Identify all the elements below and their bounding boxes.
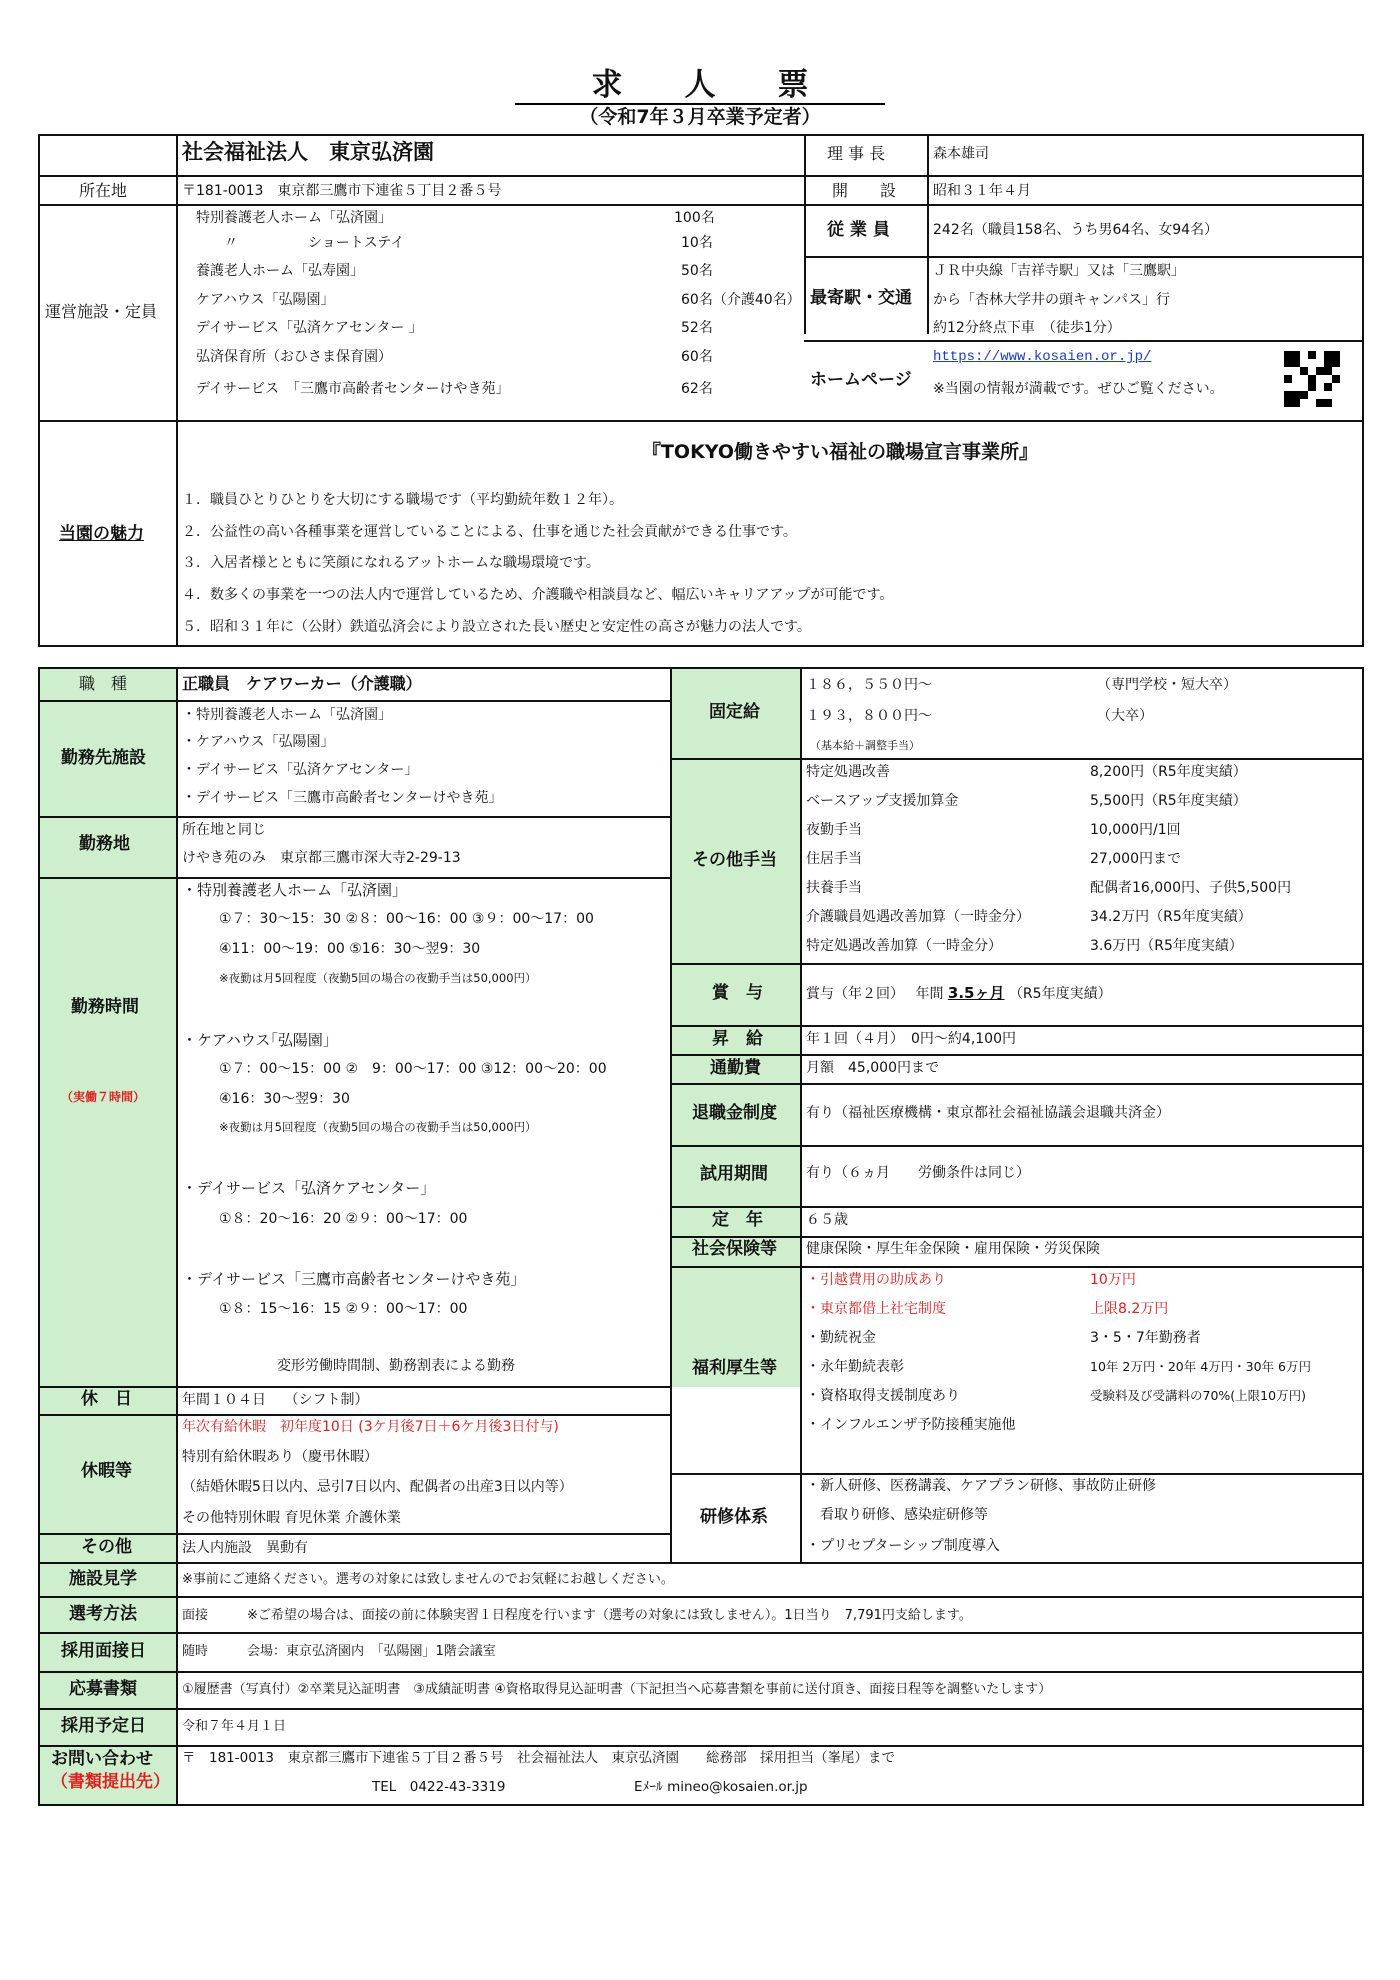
training-label: 研修体系 [700, 1507, 768, 1527]
visit-label: 施設見学 [69, 1569, 137, 1589]
fixed-pay-breakdown: （基本給＋調整手当） [810, 739, 920, 752]
chairman-value: 森本雄司 [933, 146, 989, 162]
trial-value: 有り（６ヵ月 労働条件は同じ） [806, 1165, 1030, 1181]
welfare-item: ・勤続祝金 [806, 1330, 876, 1346]
hours-line: ④16：30～翌9：30 [219, 1091, 350, 1107]
access-label: 最寄駅・交通 [810, 288, 912, 308]
allowance-value: 27,000円まで [1090, 851, 1181, 867]
date-label: 採用予定日 [61, 1716, 146, 1736]
allowance-value: 8,200円（R5年度実績） [1090, 764, 1247, 780]
facility-capacity: 10名 [681, 235, 713, 251]
training-line: ・新人研修、医務講義、ケアプラン研修、事故防止研修 [806, 1478, 1156, 1494]
welfare-value: 上限8.2万円 [1090, 1301, 1169, 1317]
fixed-pay-note: （専門学校・短大卒） [1097, 677, 1237, 693]
docs-value: ①履歴書（写真付）②卒業見込証明書 ③成績証明書 ④資格取得見込証明書（下記担当へ応募書類を事前に送付頂き、面接日程等を調整いたします） [182, 1682, 1052, 1697]
appeal-item: １．職員ひとりひとりを大切にする職場です（平均勤続年数１２年）。 [182, 492, 623, 508]
bonus-suffix: （R5年度実績） [1008, 986, 1112, 1002]
contact-tel: TEL 0422-43-3319 [372, 1779, 506, 1795]
address-value: 〒181-0013 東京都三鷹市下連雀５丁目２番５号 [182, 183, 502, 199]
facility-name: デイサービス「弘済ケアセンター 」 [196, 320, 423, 336]
access-line: 約12分終点下車 （徒歩1分） [933, 320, 1121, 336]
visit-value: ※事前にご連絡ください。選考の対象には致しませんのでお気軽にお越しください。 [182, 1572, 674, 1587]
appeal-label: 当園の魅力 [59, 524, 144, 544]
insurance-value: 健康保険・厚生年金保険・雇用保険・労災保険 [806, 1241, 1100, 1257]
job-type-label: 職 種 [79, 674, 128, 693]
facility-capacity: 62名 [681, 381, 713, 397]
contact-label: お問い合わせ [51, 1749, 153, 1769]
method-label: 選考方法 [69, 1604, 137, 1624]
welfare-item: ・永年勤続表彰 [806, 1359, 904, 1375]
site-item: ・デイサービス「三鷹市高齢者センターけやき苑」 [182, 790, 503, 806]
founded-value: 昭和３１年４月 [933, 183, 1031, 199]
welfare-value: 10年 2万円・20年 4万円・30年 6万円 [1090, 1359, 1311, 1374]
facility-name: 弘済保育所（おひさま保育園） [196, 349, 392, 365]
welfare-item: ・インフルエンザ予防接種実施他 [806, 1417, 1016, 1433]
docs-label: 応募書類 [69, 1679, 137, 1699]
allowance-name: 扶養手当 [806, 880, 862, 896]
age-value: ６５歳 [806, 1212, 848, 1228]
welfare-value: 10万円 [1090, 1272, 1136, 1288]
hours-note-line: ※夜勤は月5回程度（夜勤5回の場合の夜勤手当は50,000円） [219, 971, 537, 985]
page-subtitle: （令和7年３月卒業予定者） [579, 106, 821, 128]
contact-address: 〒 181-0013 東京都三鷹市下連雀５丁目２番５号 社会福祉法人 東京弘済園 総務部 採用担当（峯尾）まで [182, 1750, 895, 1766]
appeal-item: ５．昭和３１年に（公財）鉄道弘済会により設立された長い歴史と安定性の高さが魅力の法人です。 [182, 619, 811, 635]
fixed-pay-amount: １９３，８００円～ [806, 708, 932, 724]
hours-note-line: ※夜勤は月5回程度（夜勤5回の場合の夜勤手当は50,000円） [219, 1120, 537, 1134]
leave-line: その他特別休暇 育児休業 介護休業 [182, 1510, 401, 1526]
retire-value: 有り（福祉医療機構・東京都社会福祉協議会退職共済金） [806, 1105, 1170, 1121]
hours-line: ①８：15～16：15 ②９：00～17：00 [219, 1301, 468, 1317]
bonus-months: 3.5ヶ月 [947, 984, 1005, 1002]
holiday-value: 年間１０４日 （シフト制） [182, 1392, 369, 1408]
allowance-name: 住居手当 [806, 851, 862, 867]
facility-capacity: 60名（介護40名） [681, 292, 801, 308]
facility-name: 養護老人ホーム「弘寿園」 [196, 263, 364, 279]
job-type-value: 正職員 ケアワーカー（介護職） [182, 674, 422, 693]
title-underline [515, 103, 885, 105]
allowance-value: 配偶者16,000円、子供5,500円 [1090, 880, 1292, 896]
insurance-label: 社会保険等 [692, 1239, 777, 1259]
bonus-text [806, 986, 1112, 1001]
leave-line-paid: 年次有給休暇 初年度10日 (3ケ月後7日＋6ケ月後3日付与) [182, 1419, 559, 1435]
allowance-value: 3.6万円（R5年度実績） [1090, 938, 1243, 954]
staff-value: 242名（職員158名、うち男64名、女94名） [933, 222, 1219, 238]
hours-note: （実働７時間） [61, 1090, 146, 1104]
facility-capacity: 100名 [674, 210, 715, 226]
allowance-name: 夜勤手当 [806, 822, 862, 838]
hours-tokuyo-title: ・特別養護老人ホーム「弘済園」 [182, 881, 408, 899]
facility-capacity: 52名 [681, 320, 713, 336]
hours-day1-title: ・デイサービス「弘済ケアセンター」 [182, 1179, 436, 1197]
bonus-prefix: 賞与（年２回） 年間 [806, 986, 944, 1002]
training-line: ・プリセプターシップ制度導入 [806, 1538, 1000, 1554]
hours-day2-title: ・デイサービス「三鷹市高齢者センターけやき苑」 [182, 1270, 526, 1288]
raise-label: 昇 給 [712, 1029, 763, 1049]
allowance-name: 介護職員処遇改善加算（一時金分） [806, 909, 1030, 925]
contact-email-link[interactable]: Eﾒｰﾙ mineo@kosaien.or.jp [634, 1779, 808, 1795]
leave-line: （結婚休暇5日以内、忌引7日以内、配偶者の出産3日以内等） [182, 1479, 573, 1495]
place-line: けやき苑のみ 東京都三鷹市深大寺2-29-13 [182, 850, 461, 866]
facility-name: ケアハウス「弘陽園」 [196, 292, 335, 308]
interview-label: 採用面接日 [61, 1641, 146, 1661]
facility-capacity: 60名 [681, 349, 713, 365]
other-label: その他 [81, 1537, 132, 1557]
facility-name: デイサービス 「三鷹市高齢者センターけやき苑」 [196, 381, 510, 397]
facility-name: 特別養護老人ホーム「弘済園」 [196, 210, 392, 226]
bonus-label: 賞 与 [712, 983, 763, 1003]
sites-label: 勤務先施設 [61, 748, 146, 768]
method-value: 面接 ※ご希望の場合は、面接の前に体験実習１日程度を行います（選考の対象には致しません）。1日当り 7,791円支給します。 [182, 1608, 972, 1623]
holiday-label: 休 日 [81, 1389, 132, 1409]
homepage-note: ※当園の情報が満載です。ぜひご覧ください。 [933, 381, 1224, 397]
appeal-item: ３．入居者様とともに笑顔になれるアットホームな職場環境です。 [182, 555, 600, 571]
founded-label: 開 設 [832, 181, 897, 200]
hours-footer: 変形労働時間制、勤務割表による勤務 [277, 1358, 515, 1374]
facility-name: 〃 ショートステイ [196, 235, 405, 251]
appeal-item: ２．公益性の高い各種事業を運営していることによる、仕事を通じた社会貢献ができる仕事です。 [182, 524, 797, 540]
welfare-label: 福利厚生等 [692, 1358, 777, 1378]
site-item: ・デイサービス「弘済ケアセンター」 [182, 762, 419, 778]
allowance-name: 特定処遇改善加算（一時金分） [806, 938, 1002, 954]
hours-line: ①８：20～16：20 ②９：00～17：00 [219, 1211, 468, 1227]
contact-sublabel: （書類提出先） [51, 1772, 170, 1792]
address-label: 所在地 [79, 181, 128, 200]
allowance-value: 5,500円（R5年度実績） [1090, 793, 1247, 809]
homepage-label: ホームページ [810, 370, 912, 390]
hours-line: ①７：30～15：30 ②８：00～16：00 ③９：00～17：00 [219, 911, 594, 927]
welfare-item: ・東京都借上社宅制度 [806, 1301, 946, 1317]
hours-line: ④11：00～19：00 ⑤16：30～翌9：30 [219, 941, 481, 957]
retire-label: 退職金制度 [692, 1103, 777, 1123]
allowance-label: その他手当 [692, 850, 777, 870]
place-line: 所在地と同じ [182, 822, 266, 838]
commute-label: 通勤費 [710, 1058, 761, 1078]
fixed-pay-label: 固定給 [709, 702, 760, 722]
page-title: 求 人 票 [591, 67, 809, 103]
hours-care-title: ・ケアハウス｢弘陽園｣ [182, 1031, 331, 1049]
facility-capacity: 50名 [681, 263, 713, 279]
homepage-link[interactable]: https://www.kosaien.or.jp/ [933, 349, 1152, 365]
welfare-item: ・資格取得支援制度あり [806, 1388, 960, 1404]
hours-line: ①７：00～15：00 ② 9：00～17：00 ③12：00～20：00 [219, 1061, 607, 1077]
training-line: 看取り研修、感染症研修等 [806, 1507, 988, 1523]
allowance-name: ベースアップ支援加算金 [806, 793, 959, 809]
staff-label: 従 業 員 [827, 220, 890, 240]
appeal-item: ４．数多くの事業を一つの法人内で運営しているため、介護職や相談員など、幅広いキャリアアップが可能です。 [182, 587, 894, 603]
allowance-value: 34.2万円（R5年度実績） [1090, 909, 1252, 925]
fixed-pay-amount: １８６，５５０円～ [806, 677, 932, 693]
org-name: 社会福祉法人 東京弘済園 [182, 140, 434, 164]
qr-code-icon[interactable] [1284, 351, 1340, 407]
welfare-value: 受験料及び受講料の70%(上限10万円) [1090, 1388, 1306, 1403]
interview-value: 随時 会場：東京弘済園内 「弘陽園」1階会議室 [182, 1644, 496, 1659]
age-label: 定 年 [712, 1210, 763, 1230]
welfare-value: 3・5・7年勤務者 [1090, 1330, 1201, 1346]
date-value: 令和７年４月１日 [182, 1719, 287, 1734]
allowance-value: 10,000円/1回 [1090, 822, 1181, 838]
leave-label: 休暇等 [81, 1461, 132, 1481]
fixed-pay-note: （大卒） [1097, 708, 1153, 724]
raise-value: 年１回（４月） 0円～約4,100円 [806, 1031, 1016, 1047]
other-value: 法人内施設 異動有 [182, 1540, 308, 1556]
site-item: ・ケアハウス「弘陽園」 [182, 734, 335, 750]
commute-value: 月額 45,000円まで [806, 1060, 939, 1076]
appeal-heading: 『TOKYO働きやすい福祉の職場宣言事業所』 [641, 441, 1039, 463]
chairman-label: 理 事 長 [827, 144, 886, 163]
hours-label: 勤務時間 [71, 997, 139, 1017]
access-line: ＪＲ中央線「吉祥寺駅」又は「三鷹駅」 [933, 263, 1185, 279]
site-item: ・特別養護老人ホーム「弘済園」 [182, 707, 392, 723]
access-line: から「杏林大学井の頭キャンパス」行 [933, 292, 1171, 308]
facilities-label: 運営施設・定員 [45, 302, 158, 321]
trial-label: 試用期間 [700, 1164, 768, 1184]
allowance-name: 特定処遇改善 [806, 764, 890, 780]
leave-line: 特別有給休暇あり（慶弔休暇） [182, 1449, 378, 1465]
place-label: 勤務地 [79, 834, 130, 854]
welfare-item: ・引越費用の助成あり [806, 1272, 946, 1288]
